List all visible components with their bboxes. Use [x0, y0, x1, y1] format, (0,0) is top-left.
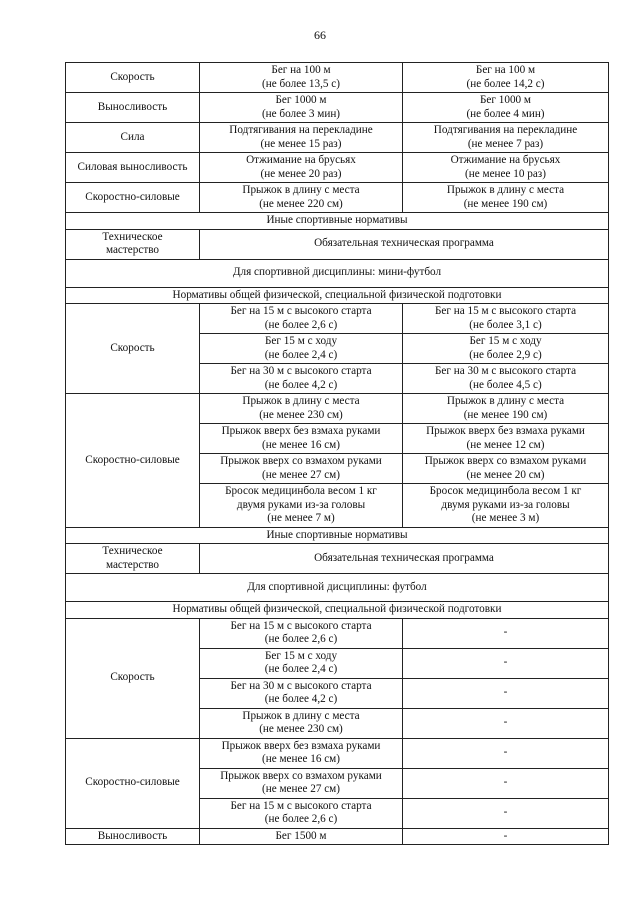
female-norm-cell: - [403, 708, 609, 738]
female-norm-cell: - [403, 798, 609, 828]
table-row [66, 287, 609, 304]
female-norm-cell: - [403, 618, 609, 648]
tech-program-cell: Обязательная техническая программа [200, 544, 609, 574]
male-norm-cell: Подтягивания на перекладине (не менее 15 раз) [200, 123, 403, 153]
standards-table [65, 62, 609, 845]
female-norm-cell: Отжимание на брусьях (не менее 10 раз) [403, 153, 609, 183]
female-norm-cell: Бег на 100 м (не более 14,2 с) [403, 63, 609, 93]
female-norm-cell: - [403, 678, 609, 708]
male-norm-cell: Бег 1000 м (не более 3 мин) [200, 93, 403, 123]
male-norm-cell: Прыжок вверх без взмаха руками (не менее 16 см) [200, 424, 403, 454]
table-row [66, 63, 609, 93]
male-norm-cell: Прыжок вверх без взмаха руками (не менее 16 см) [200, 738, 403, 768]
category-cell: Скорость [66, 618, 200, 738]
category-cell: Выносливость [66, 93, 200, 123]
table-row [66, 153, 609, 183]
table-row [66, 93, 609, 123]
category-cell: Скоростно-силовые [66, 394, 200, 528]
female-norm-cell: Прыжок в длину с места (не менее 190 см) [403, 183, 609, 213]
female-norm-cell: Подтягивания на перекладине (не менее 7 раз) [403, 123, 609, 153]
female-norm-cell: Бег 1000 м (не более 4 мин) [403, 93, 609, 123]
male-norm-cell: Бег 15 м с ходу (не более 2,4 с) [200, 334, 403, 364]
female-norm-cell: Бросок медицинбола весом 1 кг двумя руками из-за головы (не менее 3 м) [403, 484, 609, 528]
female-norm-cell: Бег на 15 м с высокого старта (не более 3,1 с) [403, 304, 609, 334]
category-cell: Скоростно-силовые [66, 738, 200, 828]
male-norm-cell: Бег на 30 м с высокого старта (не более 4,2 с) [200, 364, 403, 394]
female-norm-cell: - [403, 648, 609, 678]
table-row [66, 574, 609, 602]
category-cell: Сила [66, 123, 200, 153]
table-row [66, 213, 609, 230]
table-row [66, 183, 609, 213]
page-number: 66 [314, 28, 326, 42]
other-norms-header: Иные спортивные нормативы [66, 527, 609, 544]
table-row [66, 602, 609, 619]
norms-header: Нормативы общей физической, специальной физической подготовки [66, 287, 609, 304]
female-norm-cell: Прыжок вверх без взмаха руками (не менее 12 см) [403, 424, 609, 454]
male-norm-cell: Прыжок в длину с места (не менее 230 см) [200, 708, 403, 738]
male-norm-cell: Бег 15 м с ходу (не более 2,4 с) [200, 648, 403, 678]
female-norm-cell: - [403, 738, 609, 768]
male-norm-cell: Бег на 15 м с высокого старта (не более 2,6 с) [200, 798, 403, 828]
discipline-header: Для спортивной дисциплины: мини-футбол [66, 259, 609, 287]
female-norm-cell: Бег на 30 м с высокого старта (не более 4,5 с) [403, 364, 609, 394]
female-norm-cell: - [403, 768, 609, 798]
discipline-header: Для спортивной дисциплины: футбол [66, 574, 609, 602]
male-norm-cell: Бег 1500 м [200, 828, 403, 845]
table-row [66, 544, 609, 574]
male-norm-cell: Бег на 100 м (не более 13,5 с) [200, 63, 403, 93]
table-row [66, 618, 609, 648]
other-norms-header: Иные спортивные нормативы [66, 213, 609, 230]
table-row [66, 738, 609, 768]
category-cell: Скорость [66, 63, 200, 93]
table-row [66, 394, 609, 424]
male-norm-cell: Прыжок вверх со взмахом руками (не менее 27 см) [200, 454, 403, 484]
category-cell: Скорость [66, 304, 200, 394]
male-norm-cell: Бег на 15 м с высокого старта (не более 2,6 с) [200, 304, 403, 334]
tech-mastery-label: Техническое мастерство [66, 544, 200, 574]
female-norm-cell: Прыжок вверх со взмахом руками (не менее 20 см) [403, 454, 609, 484]
male-norm-cell: Прыжок в длину с места (не менее 230 см) [200, 394, 403, 424]
male-norm-cell: Бег на 30 м с высокого старта (не более 4,2 с) [200, 678, 403, 708]
category-cell: Силовая выносливость [66, 153, 200, 183]
tech-program-cell: Обязательная техническая программа [200, 229, 609, 259]
male-norm-cell: Бросок медицинбола весом 1 кг двумя руками из-за головы (не менее 7 м) [200, 484, 403, 528]
table-row [66, 229, 609, 259]
table-row [66, 259, 609, 287]
male-norm-cell: Прыжок в длину с места (не менее 220 см) [200, 183, 403, 213]
category-cell: Скоростно-силовые [66, 183, 200, 213]
female-norm-cell: - [403, 828, 609, 845]
table-row [66, 527, 609, 544]
norms-header: Нормативы общей физической, специальной физической подготовки [66, 602, 609, 619]
female-norm-cell: Бег 15 м с ходу (не более 2,9 с) [403, 334, 609, 364]
male-norm-cell: Прыжок вверх со взмахом руками (не менее 27 см) [200, 768, 403, 798]
table-row [66, 304, 609, 334]
male-norm-cell: Бег на 15 м с высокого старта (не более 2,6 с) [200, 618, 403, 648]
female-norm-cell: Прыжок в длину с места (не менее 190 см) [403, 394, 609, 424]
table-row [66, 123, 609, 153]
table-row [66, 828, 609, 845]
category-cell: Выносливость [66, 828, 200, 845]
tech-mastery-label: Техническое мастерство [66, 229, 200, 259]
male-norm-cell: Отжимание на брусьях (не менее 20 раз) [200, 153, 403, 183]
